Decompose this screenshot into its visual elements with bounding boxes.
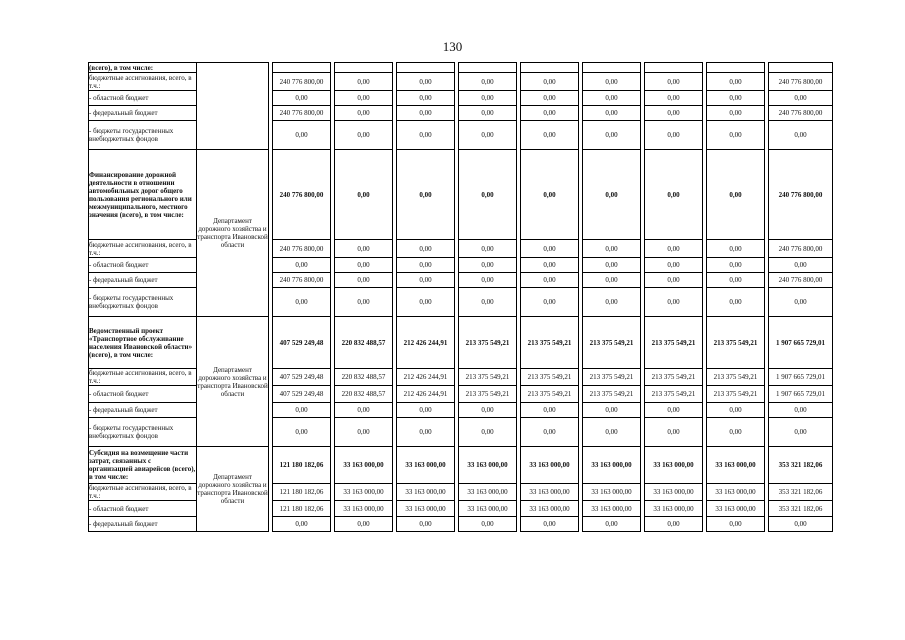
value-cell: 0,00: [521, 273, 579, 288]
value-cell: 0,00: [769, 288, 833, 317]
value-cell: 0,00: [521, 517, 579, 532]
value-cell: [459, 63, 517, 73]
value-cell: 0,00: [273, 121, 331, 150]
value-cell: 0,00: [335, 258, 393, 273]
value-cell: 240 776 800,00: [273, 106, 331, 121]
value-cell: 33 163 000,00: [521, 447, 579, 484]
value-cell: 0,00: [707, 150, 765, 240]
value-cell: 0,00: [273, 258, 331, 273]
value-cell: 0,00: [583, 91, 641, 106]
value-cell: 0,00: [583, 418, 641, 447]
value-cell: 0,00: [769, 258, 833, 273]
value-cell: 0,00: [335, 121, 393, 150]
value-cell: 213 375 549,21: [645, 386, 703, 403]
value-cell: [335, 63, 393, 73]
value-cell: 407 529 249,48: [273, 369, 331, 386]
value-cell: 33 163 000,00: [521, 501, 579, 517]
value-cell: [645, 63, 703, 73]
value-cell: 0,00: [583, 240, 641, 258]
value-cell: 33 163 000,00: [645, 447, 703, 484]
value-cell: 0,00: [335, 273, 393, 288]
value-cell: 240 776 800,00: [273, 240, 331, 258]
value-cell: 0,00: [459, 106, 517, 121]
value-cell: 0,00: [521, 288, 579, 317]
value-cell: 33 163 000,00: [335, 501, 393, 517]
value-cell: 0,00: [707, 240, 765, 258]
value-cell: 240 776 800,00: [273, 150, 331, 240]
value-cell: 0,00: [583, 150, 641, 240]
value-cell: 0,00: [645, 91, 703, 106]
value-cell: 0,00: [273, 517, 331, 532]
value-cell: 33 163 000,00: [583, 484, 641, 501]
value-cell: 213 375 549,21: [645, 369, 703, 386]
value-cell: 353 321 182,06: [769, 484, 833, 501]
value-cell: 0,00: [645, 273, 703, 288]
value-cell: 0,00: [707, 418, 765, 447]
value-cell: 33 163 000,00: [335, 447, 393, 484]
value-cell: 0,00: [707, 106, 765, 121]
value-cell: 0,00: [397, 91, 455, 106]
value-cell: [397, 63, 455, 73]
value-cell: 0,00: [769, 403, 833, 418]
value-cell: 0,00: [459, 288, 517, 317]
value-cell: 213 375 549,21: [521, 369, 579, 386]
value-cell: 0,00: [397, 403, 455, 418]
value-cell: 0,00: [707, 73, 765, 91]
value-cell: 0,00: [397, 517, 455, 532]
value-cell: 0,00: [583, 403, 641, 418]
value-cell: 0,00: [707, 273, 765, 288]
value-cell: 0,00: [645, 418, 703, 447]
value-cell: 0,00: [397, 150, 455, 240]
value-cell: 0,00: [335, 517, 393, 532]
value-cell: 213 375 549,21: [459, 369, 517, 386]
value-cell: 0,00: [583, 517, 641, 532]
value-cell: 1 907 665 729,01: [769, 369, 833, 386]
value-cell: 121 180 182,06: [273, 484, 331, 501]
value-cell: 0,00: [645, 121, 703, 150]
value-cell: 0,00: [459, 403, 517, 418]
value-cell: 33 163 000,00: [583, 501, 641, 517]
value-cell: 240 776 800,00: [769, 273, 833, 288]
value-cell: 0,00: [335, 150, 393, 240]
value-cell: 0,00: [397, 240, 455, 258]
value-cell: 240 776 800,00: [273, 73, 331, 91]
value-cell: 0,00: [583, 73, 641, 91]
row-label: Субсидия на возмещение части затрат, связанных с организацией авиарейсов (всего), в том числе:: [89, 447, 197, 484]
value-cell: 0,00: [521, 91, 579, 106]
row-label: - бюджеты государственных внебюджетных фондов: [89, 121, 197, 150]
value-cell: 0,00: [397, 73, 455, 91]
value-cell: [707, 63, 765, 73]
value-cell: 240 776 800,00: [273, 273, 331, 288]
value-cell: 212 426 244,91: [397, 369, 455, 386]
value-cell: 0,00: [645, 517, 703, 532]
value-cell: 353 321 182,06: [769, 501, 833, 517]
value-cell: 0,00: [521, 73, 579, 91]
value-cell: 213 375 549,21: [583, 317, 641, 369]
value-cell: 0,00: [521, 418, 579, 447]
value-cell: 407 529 249,48: [273, 317, 331, 369]
value-cell: [583, 63, 641, 73]
row-label: - федеральный бюджет: [89, 517, 197, 532]
value-cell: 0,00: [521, 106, 579, 121]
value-cell: 0,00: [583, 121, 641, 150]
value-cell: 213 375 549,21: [645, 317, 703, 369]
row-label: - федеральный бюджет: [89, 106, 197, 121]
value-cell: 0,00: [521, 403, 579, 418]
row-label: бюджетные ассигнования, всего, в т.ч.:: [89, 484, 197, 501]
value-cell: 0,00: [459, 73, 517, 91]
agency-cell: Департамент дорожного хозяйства и транспорта Ивановской области: [197, 150, 269, 317]
value-cell: 33 163 000,00: [335, 484, 393, 501]
row-label: - областной бюджет: [89, 501, 197, 517]
value-cell: 0,00: [459, 240, 517, 258]
value-cell: 33 163 000,00: [707, 484, 765, 501]
value-cell: 33 163 000,00: [459, 447, 517, 484]
value-cell: 240 776 800,00: [769, 106, 833, 121]
value-cell: 0,00: [645, 403, 703, 418]
value-cell: 0,00: [397, 418, 455, 447]
value-cell: 33 163 000,00: [645, 484, 703, 501]
row-label: (всего), в том числе:: [89, 63, 197, 73]
value-cell: 0,00: [335, 240, 393, 258]
value-cell: 0,00: [707, 403, 765, 418]
value-cell: 407 529 249,48: [273, 386, 331, 403]
value-cell: 0,00: [645, 150, 703, 240]
value-cell: 121 180 182,06: [273, 501, 331, 517]
value-cell: 121 180 182,06: [273, 447, 331, 484]
value-cell: 33 163 000,00: [459, 484, 517, 501]
value-cell: 0,00: [521, 258, 579, 273]
row-label: бюджетные ассигнования, всего, в т.ч.:: [89, 369, 197, 386]
value-cell: 0,00: [273, 403, 331, 418]
value-cell: 240 776 800,00: [769, 150, 833, 240]
value-cell: 0,00: [583, 273, 641, 288]
value-cell: 1 907 665 729,01: [769, 317, 833, 369]
value-cell: 0,00: [645, 258, 703, 273]
value-cell: 213 375 549,21: [583, 369, 641, 386]
value-cell: 33 163 000,00: [397, 501, 455, 517]
value-cell: 33 163 000,00: [459, 501, 517, 517]
agency-cell: Департамент дорожного хозяйства и транспорта Ивановской области: [197, 317, 269, 447]
value-cell: 0,00: [645, 240, 703, 258]
value-cell: 0,00: [397, 288, 455, 317]
value-cell: 0,00: [769, 91, 833, 106]
value-cell: 0,00: [335, 73, 393, 91]
value-cell: 0,00: [521, 150, 579, 240]
value-cell: [769, 63, 833, 73]
value-cell: 0,00: [459, 121, 517, 150]
value-cell: 0,00: [335, 91, 393, 106]
value-cell: 0,00: [645, 73, 703, 91]
value-cell: 0,00: [335, 106, 393, 121]
value-cell: 0,00: [397, 121, 455, 150]
value-cell: 0,00: [459, 517, 517, 532]
value-cell: 0,00: [769, 121, 833, 150]
value-cell: [521, 63, 579, 73]
budget-table: [88, 62, 833, 532]
row-label: - областной бюджет: [89, 91, 197, 106]
value-cell: 0,00: [583, 288, 641, 317]
value-cell: 220 832 488,57: [335, 317, 393, 369]
value-cell: 33 163 000,00: [707, 447, 765, 484]
value-cell: 353 321 182,06: [769, 447, 833, 484]
value-cell: 0,00: [397, 273, 455, 288]
row-label: Финансирование дорожной деятельности в отношении автомобильных дорог общего пользования регионального или межмуниципального, местного значения (всего), в том числе:: [89, 150, 197, 240]
value-cell: 0,00: [707, 121, 765, 150]
table-row: [89, 317, 833, 369]
value-cell: 213 375 549,21: [459, 386, 517, 403]
value-cell: 213 375 549,21: [583, 386, 641, 403]
value-cell: 33 163 000,00: [521, 484, 579, 501]
value-cell: 0,00: [335, 288, 393, 317]
value-cell: 0,00: [645, 288, 703, 317]
value-cell: 0,00: [769, 517, 833, 532]
value-cell: [273, 63, 331, 73]
row-label: - федеральный бюджет: [89, 403, 197, 418]
value-cell: 33 163 000,00: [397, 447, 455, 484]
agency-cell: [197, 63, 269, 150]
row-label: бюджетные ассигнования, всего, в т.ч.:: [89, 240, 197, 258]
value-cell: 33 163 000,00: [707, 501, 765, 517]
value-cell: 0,00: [335, 403, 393, 418]
table-row: [89, 63, 833, 73]
value-cell: 213 375 549,21: [521, 386, 579, 403]
value-cell: 0,00: [521, 121, 579, 150]
value-cell: 0,00: [397, 106, 455, 121]
value-cell: 0,00: [273, 418, 331, 447]
value-cell: 0,00: [645, 106, 703, 121]
value-cell: 0,00: [707, 517, 765, 532]
value-cell: 212 426 244,91: [397, 317, 455, 369]
value-cell: 33 163 000,00: [397, 484, 455, 501]
value-cell: 0,00: [707, 288, 765, 317]
value-cell: 220 832 488,57: [335, 369, 393, 386]
value-cell: 213 375 549,21: [707, 369, 765, 386]
value-cell: 0,00: [707, 258, 765, 273]
value-cell: 0,00: [397, 258, 455, 273]
value-cell: 0,00: [459, 91, 517, 106]
value-cell: 240 776 800,00: [769, 240, 833, 258]
value-cell: 33 163 000,00: [583, 447, 641, 484]
row-label: - областной бюджет: [89, 258, 197, 273]
value-cell: 0,00: [769, 418, 833, 447]
value-cell: 1 907 665 729,01: [769, 386, 833, 403]
value-cell: 0,00: [459, 150, 517, 240]
value-cell: 213 375 549,21: [459, 317, 517, 369]
value-cell: 0,00: [273, 288, 331, 317]
table-row: [89, 150, 833, 240]
row-label: бюджетные ассигнования, всего, в т.ч.:: [89, 73, 197, 91]
row-label: - федеральный бюджет: [89, 273, 197, 288]
value-cell: 220 832 488,57: [335, 386, 393, 403]
value-cell: 33 163 000,00: [645, 501, 703, 517]
value-cell: 240 776 800,00: [769, 73, 833, 91]
value-cell: 0,00: [459, 418, 517, 447]
value-cell: 0,00: [459, 273, 517, 288]
row-label: - областной бюджет: [89, 386, 197, 403]
agency-cell: Департамент дорожного хозяйства и транспорта Ивановской области: [197, 447, 269, 532]
value-cell: 212 426 244,91: [397, 386, 455, 403]
value-cell: 213 375 549,21: [707, 317, 765, 369]
value-cell: 213 375 549,21: [521, 317, 579, 369]
value-cell: 0,00: [273, 91, 331, 106]
value-cell: 0,00: [335, 418, 393, 447]
value-cell: 0,00: [459, 258, 517, 273]
page-number: 130: [442, 39, 463, 54]
value-cell: 0,00: [583, 258, 641, 273]
row-label: - бюджеты государственных внебюджетных фондов: [89, 418, 197, 447]
table-row: [89, 447, 833, 484]
value-cell: 213 375 549,21: [707, 386, 765, 403]
value-cell: 0,00: [707, 91, 765, 106]
value-cell: 0,00: [521, 240, 579, 258]
value-cell: 0,00: [583, 106, 641, 121]
row-label: Ведомственный проект «Транспортное обслуживание населения Ивановской области» (всего), в том числе:: [89, 317, 197, 369]
row-label: - бюджеты государственных внебюджетных фондов: [89, 288, 197, 317]
